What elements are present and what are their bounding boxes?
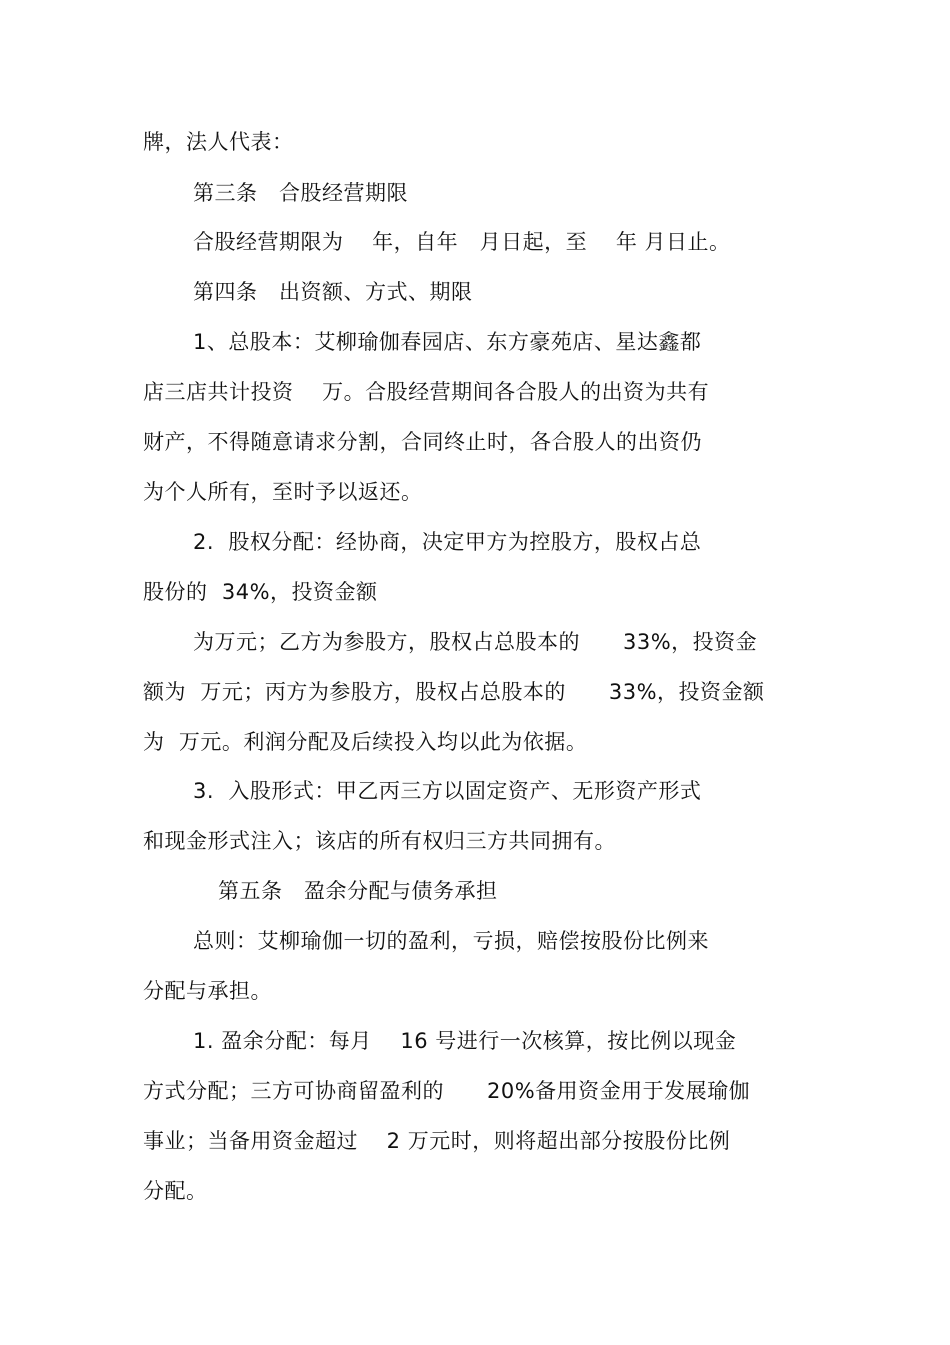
text-line-17: 总则：艾柳瑜伽一切的盈利，亏损，赔偿按股份比例来	[193, 929, 709, 953]
text-line-6: 店三店共计投资 万。合股经营期间各合股人的出资为共有	[143, 380, 710, 404]
text-line-13: 为 万元。利润分配及后续投入均以此为依据。	[143, 730, 588, 754]
text-line-21: 事业；当备用资金超过 2 万元时，则将超出部分按股份比例	[143, 1129, 731, 1153]
text-line-22: 分配。	[143, 1179, 208, 1203]
text-line-1: 牌，法人代表：	[143, 130, 294, 154]
text-line-15: 和现金形式注入；该店的所有权归三方共同拥有。	[143, 829, 616, 853]
text-line-7: 财产，不得随意请求分割，合同终止时，各合股人的出资仍	[143, 430, 702, 454]
text-line-19: 1. 盈余分配：每月 16 号进行一次核算，按比例以现金	[193, 1029, 737, 1053]
text-line-5: 1、总股本：艾柳瑜伽春园店、东方豪苑店、星达鑫都	[193, 330, 702, 354]
text-line-18: 分配与承担。	[143, 979, 272, 1003]
text-line-12: 额为 万元；丙方为参股方，股权占总股本的 33%，投资金额	[143, 680, 765, 704]
text-line-10: 股份的 34%，投资金额	[143, 580, 378, 604]
text-line-3: 合股经营期限为 年，自年 月日起，至 年 月日止。	[193, 230, 731, 254]
text-line-8: 为个人所有，至时予以返还。	[143, 480, 423, 504]
heading-article-4: 第四条 出资额、方式、期限	[193, 280, 473, 304]
text-line-9: 2. 股权分配：经协商，决定甲方为控股方，股权占总	[193, 530, 702, 554]
text-line-11: 为万元；乙方为参股方，股权占总股本的 33%，投资金	[193, 630, 758, 654]
heading-article-3: 第三条 合股经营期限	[193, 181, 408, 205]
text-line-14: 3. 入股形式：甲乙丙三方以固定资产、无形资产形式	[193, 779, 702, 803]
heading-article-5: 第五条 盈余分配与债务承担	[218, 879, 498, 903]
text-line-20: 方式分配；三方可协商留盈利的 20%备用资金用于发展瑜伽	[143, 1079, 751, 1103]
